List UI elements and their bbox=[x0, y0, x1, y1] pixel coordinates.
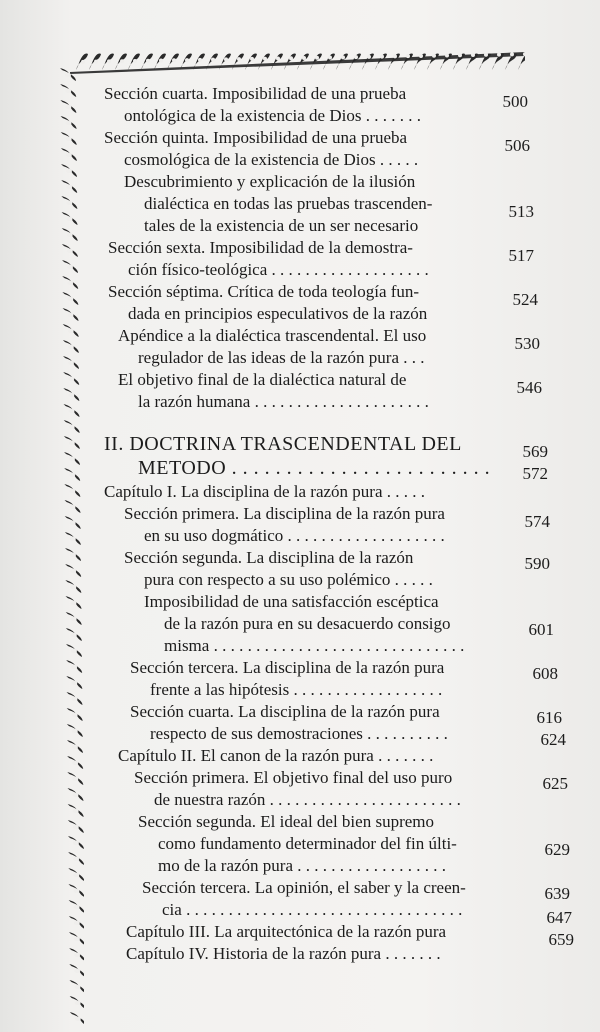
toc-line: Descubrimiento y explicación de la ilusión bbox=[124, 172, 416, 191]
toc-line: dialéctica en todas las pruebas trascenden- bbox=[144, 194, 433, 213]
toc-line: la razón humana . . . . . . . . . . . . . . . . . . . . . bbox=[138, 392, 429, 411]
page-number: 659 bbox=[548, 930, 574, 949]
toc-line: Sección sexta. Imposibilidad de la demostra- bbox=[108, 238, 413, 257]
toc-line: regulador de las ideas de la razón pura . . . bbox=[138, 348, 425, 367]
toc-line: tales de la existencia de un ser necesario bbox=[144, 216, 419, 235]
page-number: 524 bbox=[512, 290, 538, 309]
toc-line: Capítulo II. El canon de la razón pura . . . . . . . bbox=[118, 746, 434, 765]
toc-line: El objetivo final de la dialéctica natural de bbox=[118, 370, 407, 389]
toc-line: cosmológica de la existencia de Dios . . . . . bbox=[124, 150, 419, 169]
toc-line: Sección tercera. La opinión, el saber y la creen- bbox=[142, 878, 466, 897]
toc-line: Capítulo I. La disciplina de la razón pura . . . . . bbox=[104, 482, 426, 501]
toc-line: Sección segunda. El ideal del bien supremo bbox=[138, 812, 434, 831]
toc-line: ontológica de la existencia de Dios . . . . . . . bbox=[124, 106, 421, 125]
toc-line: Capítulo III. La arquitectónica de la razón pura bbox=[126, 922, 447, 941]
page-number: 500 bbox=[502, 92, 528, 111]
toc-line: mo de la razón pura . . . . . . . . . . . . . . . . . . bbox=[158, 856, 446, 875]
page-number: 530 bbox=[514, 334, 540, 353]
toc-line: Sección primera. La disciplina de la razón pura bbox=[124, 504, 445, 523]
section-heading: METODO . . . . . . . . . . . . . . . . . . . . . . . . bbox=[138, 457, 491, 479]
toc-line: frente a las hipótesis . . . . . . . . . . . . . . . . . . bbox=[150, 680, 443, 699]
toc-line: Sección tercera. La disciplina de la razón pura bbox=[130, 658, 445, 677]
page-number: 625 bbox=[542, 774, 568, 793]
toc-line: Sección cuarta. Imposibilidad de una prueba bbox=[104, 84, 407, 103]
toc-line: pura con respecto a su uso polémico . . . . . bbox=[144, 570, 433, 589]
toc-line: cia . . . . . . . . . . . . . . . . . . . . . . . . . . . . . . . . . bbox=[162, 900, 463, 919]
page-number: 517 bbox=[508, 246, 534, 265]
toc-line: de nuestra razón . . . . . . . . . . . . . . . . . . . . . . . bbox=[154, 790, 461, 809]
toc-line: misma . . . . . . . . . . . . . . . . . . . . . . . . . . . . . . bbox=[164, 636, 465, 655]
page-number: 616 bbox=[536, 708, 562, 727]
page-number: 574 bbox=[524, 512, 550, 531]
toc-line: Apéndice a la dialéctica trascendental. El uso bbox=[118, 326, 427, 345]
page-number: 639 bbox=[544, 884, 570, 903]
toc-line: en su uso dogmático . . . . . . . . . . . . . . . . . . . bbox=[144, 526, 445, 545]
toc-line: Sección primera. El objetivo final del uso puro bbox=[134, 768, 453, 787]
toc-line: Sección quinta. Imposibilidad de una prueba bbox=[104, 128, 408, 147]
toc-line: como fundamento determinador del fin últi- bbox=[158, 834, 457, 853]
toc-line: Sección segunda. La disciplina de la razón bbox=[124, 548, 414, 567]
page-number: 572 bbox=[522, 464, 548, 483]
toc-line: Imposibilidad de una satisfacción escéptica bbox=[144, 592, 439, 611]
page-number: 608 bbox=[532, 664, 558, 683]
page-number: 546 bbox=[516, 378, 542, 397]
toc-line: ción físico-teológica . . . . . . . . . . . . . . . . . . . bbox=[128, 260, 429, 279]
toc-line: Capítulo IV. Historia de la razón pura . . . . . . . bbox=[126, 944, 441, 963]
page-number: 647 bbox=[546, 908, 572, 927]
page-number: 601 bbox=[528, 620, 554, 639]
page-number: 624 bbox=[540, 730, 566, 749]
toc-line: Sección cuarta. La disciplina de la razón pura bbox=[130, 702, 440, 721]
toc-line: respecto de sus demostraciones . . . . . . . . . . bbox=[150, 724, 448, 743]
page-number: 506 bbox=[504, 136, 530, 155]
page-number: 569 bbox=[522, 442, 548, 461]
page-number: 513 bbox=[508, 202, 534, 221]
page-number: 629 bbox=[544, 840, 570, 859]
toc-line: de la razón pura en su desacuerdo consigo bbox=[164, 614, 451, 633]
toc-line: dada en principios especulativos de la razón bbox=[128, 304, 428, 323]
toc-line: Sección séptima. Crítica de toda teología fun- bbox=[108, 282, 420, 301]
page-number: 590 bbox=[524, 554, 550, 573]
section-heading: II. DOCTRINA TRASCENDENTAL DEL bbox=[104, 433, 462, 455]
